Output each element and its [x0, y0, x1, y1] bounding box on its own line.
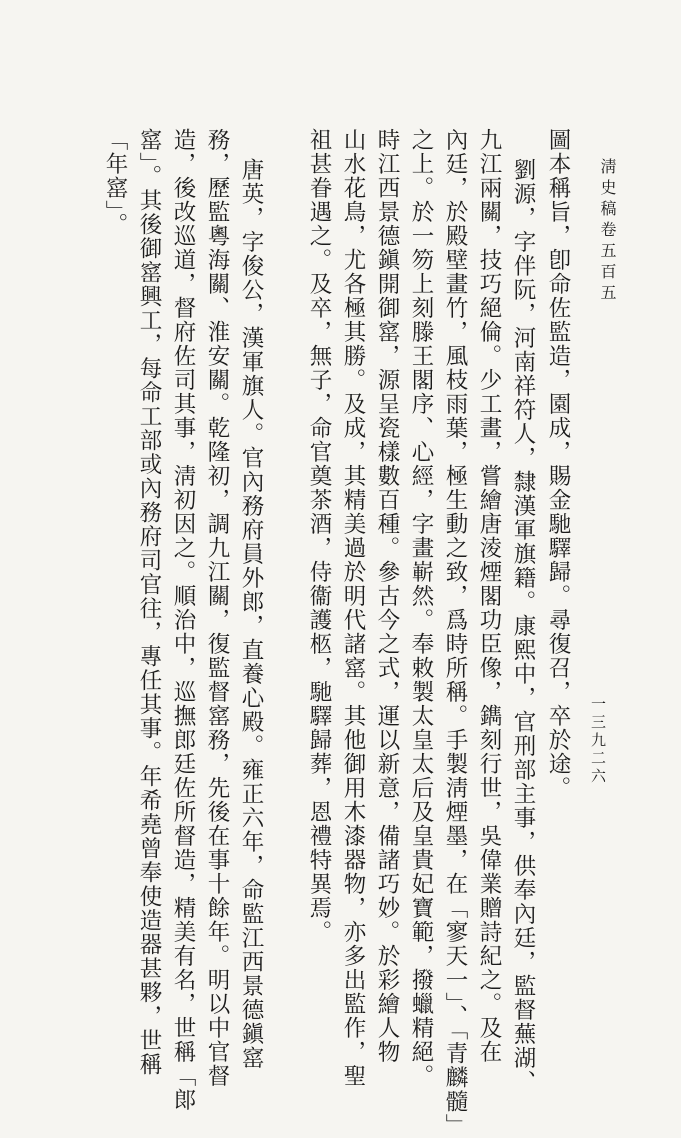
text-column: 圖本稱旨，卽命佐監造，園成，賜金馳驛歸。尋復召，卒於途。	[545, 128, 571, 800]
text-column: 內廷，於殿壁畫竹，風枝雨葉，極生動之致，爲時所稱。手製淸煙墨，在「寥天一」、「青麟髓」	[442, 128, 468, 1138]
text-column: 務，歷監粵海關、淮安關。乾隆初，調九江關，復監督窰務，先後在事十餘年。明以中官督	[204, 128, 230, 1088]
text-column: 時江西景德鎭開御窰，源呈瓷樣數百種。參古今之式，運以新意，備諸巧妙。於彩繪人物	[374, 128, 400, 1064]
text-column: 九江兩關，技巧絕倫。少工畫，嘗繪唐淩煙閣功臣像，鐫刻行世，吳偉業贈詩紀之。及在	[476, 128, 502, 1064]
text-column: 劉源，字伴阮，河南祥符人，隸漢軍旗籍。康熙中，官刑部主事，供奉內廷，監督蕪湖、	[510, 158, 536, 1094]
text-column: 山水花鳥，尤各極其勝。及成，其精美過於明代諸窰。其他御用木漆器物，亦多出監作，聖	[340, 128, 366, 1088]
page-number: 一三九二六	[589, 696, 607, 786]
text-column: 之上。於一笏上刻滕王閣序、心經，字畫嶄然。奉敕製太皇太后及皇貴妃寶範，撥蠟精絕。	[408, 128, 434, 1088]
text-column: 窰」。其後御窰興工，每命工部或內務府司官往，專任其事。年希堯曾奉使造器甚夥，世稱	[136, 128, 162, 1077]
running-header: 淸史稿卷五百五	[598, 158, 617, 305]
text-column: 造，後改巡道，督府佐司其事，淸初因之。順治中，巡撫郎廷佐所督造，精美有名，世稱「郞	[170, 128, 196, 1112]
text-column: 祖甚眷遇之。及卒，無子，命官奠茶酒，侍衞護柩，馳驛歸葬，恩禮特異焉。	[306, 128, 332, 944]
text-column: 「年窰」。	[102, 128, 128, 237]
text-column: 唐英，字俊公，漢軍旗人。官內務府員外郎，直養心殿。雍正六年，命監江西景德鎭窰	[238, 158, 264, 1070]
